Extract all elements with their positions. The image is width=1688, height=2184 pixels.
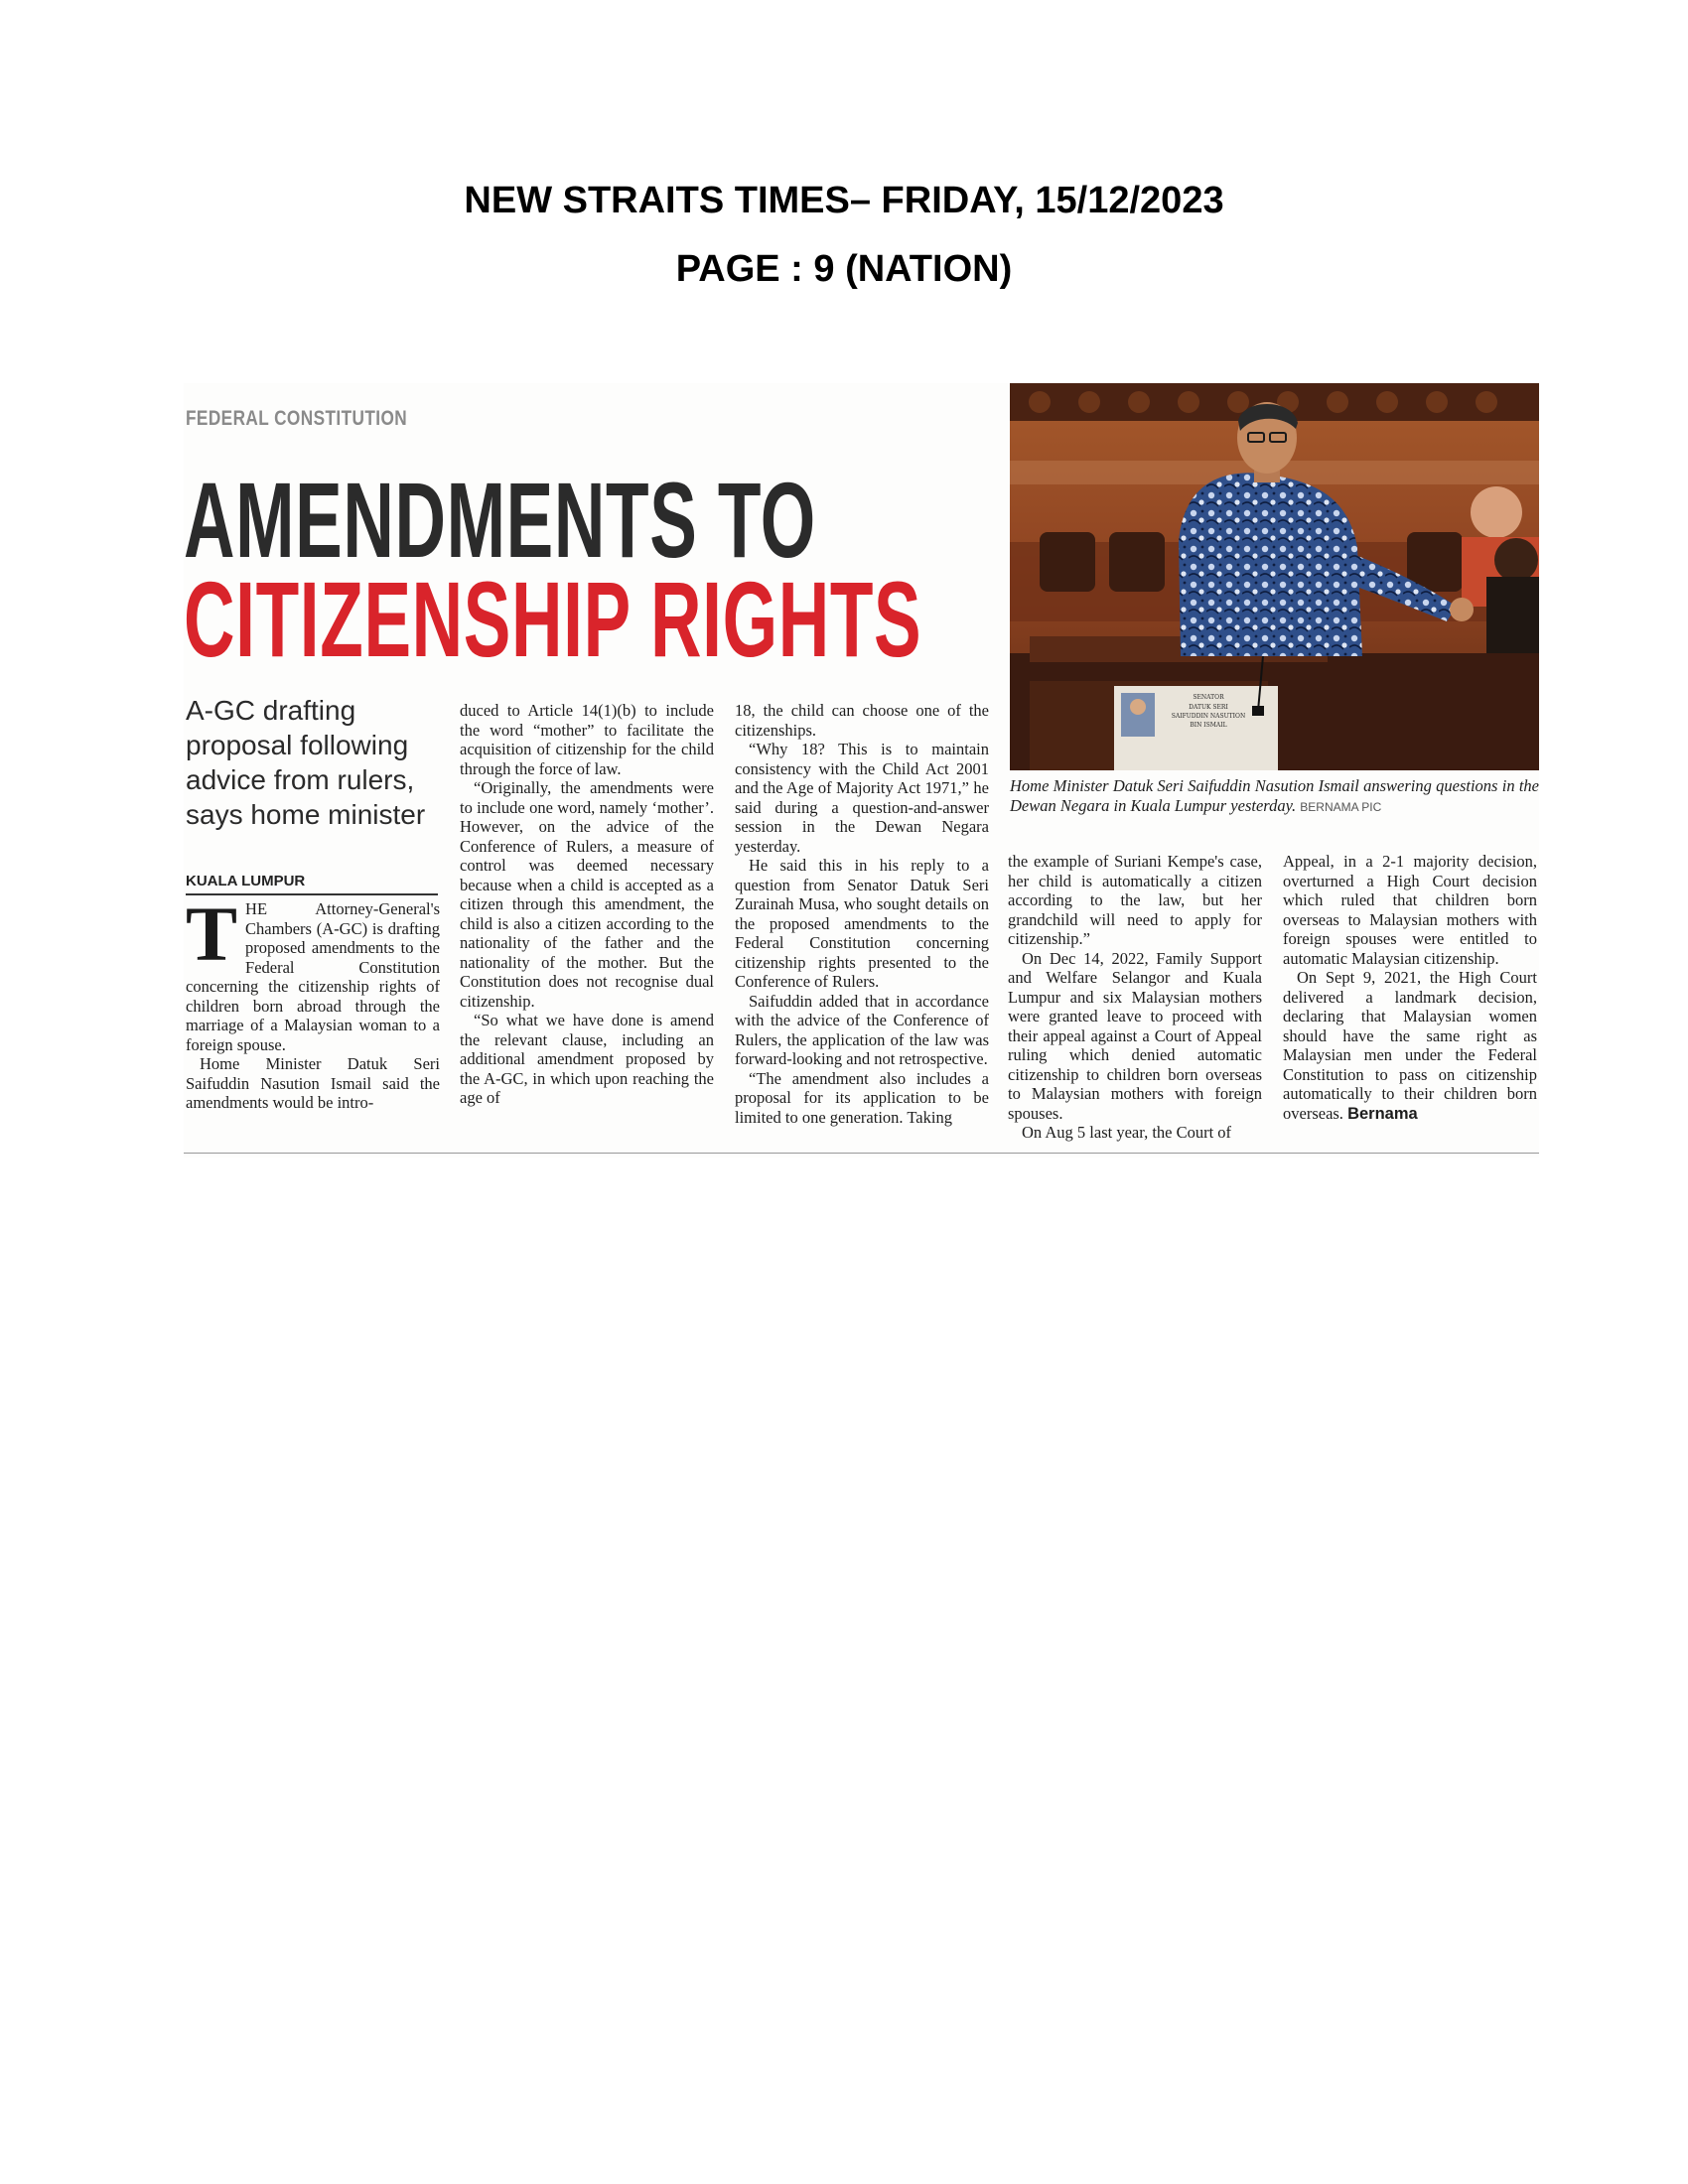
paragraph: duced to Article 14(1)(b) to include the word “mother” to facilitate the acquisition of citizenship for the child through the force of law. xyxy=(460,701,714,778)
page-header-page-number: PAGE : 9 (NATION) xyxy=(675,248,1013,290)
paragraph: Appeal, in a 2-1 majority decision, overturned a High Court decision which ruled that children born overseas to Malaysian mothers with foreign spouses were entitled to automatic Malaysian citizenship. xyxy=(1283,852,1537,968)
paragraph xyxy=(186,890,440,1054)
placard-line-4: BIN ISMAIL xyxy=(1190,722,1227,729)
section-kicker: FEDERAL CONSTITUTION xyxy=(186,407,408,430)
paragraph: 18, the child can choose one of the citizenships. xyxy=(735,701,989,740)
placard-line-2: DATUK SERI xyxy=(1189,704,1228,711)
paragraph: “Originally, the amendments were to include one word, namely ‘mother’. However, on the advice of the Conference of Rulers, a measure of control was deemed necessary because when a child is accepted as a citizen through this amendment, the child is also a citizen according to the nationality of the father and the nationality of the mother. But the Constitution does not recognise dual citizenship. xyxy=(460,778,714,1011)
caption-text: Home Minister Datuk Seri Saifuddin Nasution Ismail answering questions in the Dewan Negara in Kuala Lumpur yesterday. xyxy=(1010,776,1539,815)
paragraph: On Aug 5 last year, the Court of xyxy=(1022,1123,1232,1142)
paragraph: “The amendment also includes a proposal for its application to be limited to one generation. Taking xyxy=(735,1068,989,1127)
placard-line-1: SENATOR xyxy=(1193,694,1224,701)
photo-credit: BERNAMA PIC xyxy=(1300,799,1382,814)
drop-cap: T xyxy=(186,890,238,977)
article-column-2 xyxy=(460,701,714,1108)
agency-credit: Bernama xyxy=(1347,1104,1418,1123)
paragraph: the example of Suriani Kempe's case, her child is automatically a citizen according to the law, but her grandchild will need to apply for citizenship.” xyxy=(1008,852,1262,948)
bottom-rule xyxy=(184,1153,1539,1154)
paragraph: On Dec 14, 2022, Family Support and Welfare Selangor and Kuala Lumpur and six Malaysian mothers were granted leave to proceed with their appeal against a Court of Appeal ruling which denied automatic citizenship to children born overseas to Malaysian mothers with foreign spouses. xyxy=(1008,948,1262,1123)
headline-line-1: AMENDMENTS TO xyxy=(184,460,816,580)
paragraph: Home Minister Datuk Seri Saifuddin Nasution Ismail said the amendments would be intro- xyxy=(186,1054,440,1112)
paragraph: “Why 18? This is to maintain consistency with the Child Act 2001 and the Age of Majority Act 1971,” he said during a question-and-answer session in the Dewan Negara yesterday. xyxy=(735,740,989,856)
paragraph: Saifuddin added that in accordance with the advice of the Conference of Rulers, the application of the law was forward-looking and not retrospective. xyxy=(735,991,989,1068)
article-column-3 xyxy=(735,701,989,1127)
article-deck: A-GC drafting proposal following advice from rulers, says home minister xyxy=(186,695,426,830)
article-column-5 xyxy=(1283,852,1537,1124)
article-column-1 xyxy=(186,890,440,1113)
news-clipping xyxy=(184,383,1539,1158)
paragraph: “So what we have done is amend the relevant clause, including an additional amendment proposed by the A-GC, in which upon reaching the age of xyxy=(460,1011,714,1107)
paragraph-text: On Sept 9, 2021, the High Court delivered a landmark decision, declaring that Malaysian women should have the same right as Malaysian men under the Federal Constitution to pass on citizenship automatically to their children born overseas. xyxy=(1283,968,1537,1123)
paragraph xyxy=(1283,968,1537,1124)
news-photo-minister xyxy=(1010,383,1539,770)
photo-caption xyxy=(1010,776,1539,817)
article-column-4 xyxy=(1008,852,1262,1143)
paragraph: He said this in his reply to a question from Senator Datuk Seri Zurainah Musa, who sought details on the proposed amendments to the Federal Constitution concerning citizenship rights presented to the Conference of Rulers. xyxy=(735,856,989,991)
headline-line-2: CITIZENSHIP RIGHTS xyxy=(184,559,922,679)
paragraph-text: HE Attorney-General's Chambers (A-GC) is drafting proposed amendments to the Federal Constitution concerning the citizenship rights of children born abroad through the marriage of a Malaysian woman to a foreign spouse. xyxy=(186,899,440,1054)
dateline: KUALA LUMPUR xyxy=(186,873,438,895)
placard-line-3: SAIFUDDIN NASUTION xyxy=(1171,713,1246,720)
page-header-publication: NEW STRAITS TIMES– FRIDAY, 15/12/2023 xyxy=(464,180,1224,221)
